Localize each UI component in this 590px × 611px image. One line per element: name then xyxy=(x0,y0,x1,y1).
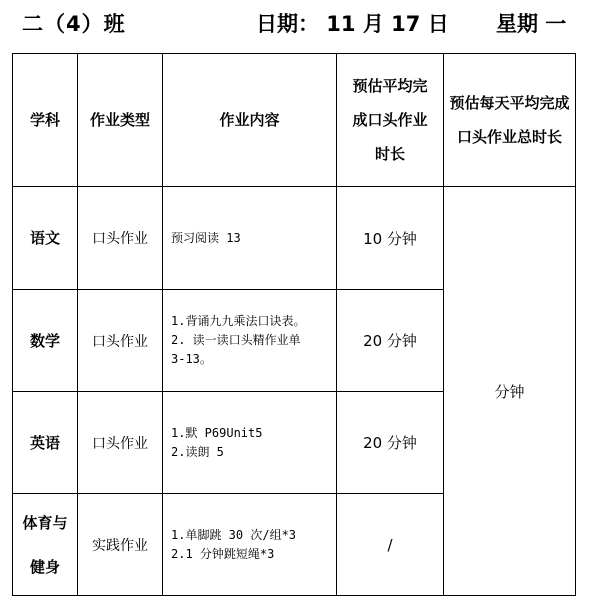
subject-cell xyxy=(13,290,78,392)
table-header-row xyxy=(13,54,576,187)
subject-line: 数学 xyxy=(29,331,60,350)
duration-cell: 20 分钟 xyxy=(337,290,444,392)
header-content: 作业内容 xyxy=(163,54,337,187)
subject-line: 英语 xyxy=(29,433,60,452)
content-line: 预习阅读 13 xyxy=(171,230,241,245)
header-duration-line: 预估平均完 xyxy=(352,77,428,95)
content-line: 2. 读一读口头精作业单 xyxy=(171,333,301,347)
duration-cell: 10 分钟 xyxy=(337,187,444,290)
type-cell: 口头作业 xyxy=(78,290,163,392)
content-cell xyxy=(163,392,337,494)
page-header xyxy=(0,0,590,46)
subject-cell xyxy=(13,187,78,290)
duration-cell: / xyxy=(337,494,444,596)
type-cell: 口头作业 xyxy=(78,392,163,494)
subject-line: 体育与 xyxy=(22,513,68,532)
homework-table xyxy=(12,53,576,596)
subject-cell xyxy=(13,392,78,494)
content-line: 1.背诵九九乘法口诀表。 xyxy=(171,314,306,328)
header-duration-line: 成口头作业 xyxy=(352,111,428,129)
total-cell: 分钟 xyxy=(444,187,576,596)
header-duration-line: 时长 xyxy=(374,145,405,163)
weekday-label: 星期 一 xyxy=(496,12,567,36)
content-line: 1.默 P69Unit5 xyxy=(171,425,263,440)
table-row xyxy=(13,187,576,290)
content-line: 3-13。 xyxy=(171,352,212,366)
content-line: 2.1 分钟跳短绳*3 xyxy=(171,546,275,561)
content-cell xyxy=(163,187,337,290)
header-total-line: 口头作业总时长 xyxy=(456,128,562,146)
duration-cell: 20 分钟 xyxy=(337,392,444,494)
type-cell: 实践作业 xyxy=(78,494,163,596)
header-total-line: 预估每天平均完成 xyxy=(449,94,570,112)
content-line: 2.读朗 5 xyxy=(171,444,224,459)
header-total xyxy=(444,54,576,187)
subject-line: 语文 xyxy=(29,229,60,247)
subject-cell xyxy=(13,494,78,596)
header-duration xyxy=(337,54,444,187)
content-cell xyxy=(163,290,337,392)
date-label: 日期： 11 月 17 日 xyxy=(256,12,449,36)
subject-line: 健身 xyxy=(29,557,60,576)
header-subject: 学科 xyxy=(13,54,78,187)
class-name: 二（4）班 xyxy=(22,12,126,36)
type-cell: 口头作业 xyxy=(78,187,163,290)
header-type: 作业类型 xyxy=(78,54,163,187)
content-line: 1.单脚跳 30 次/组*3 xyxy=(171,527,297,542)
content-cell xyxy=(163,494,337,596)
